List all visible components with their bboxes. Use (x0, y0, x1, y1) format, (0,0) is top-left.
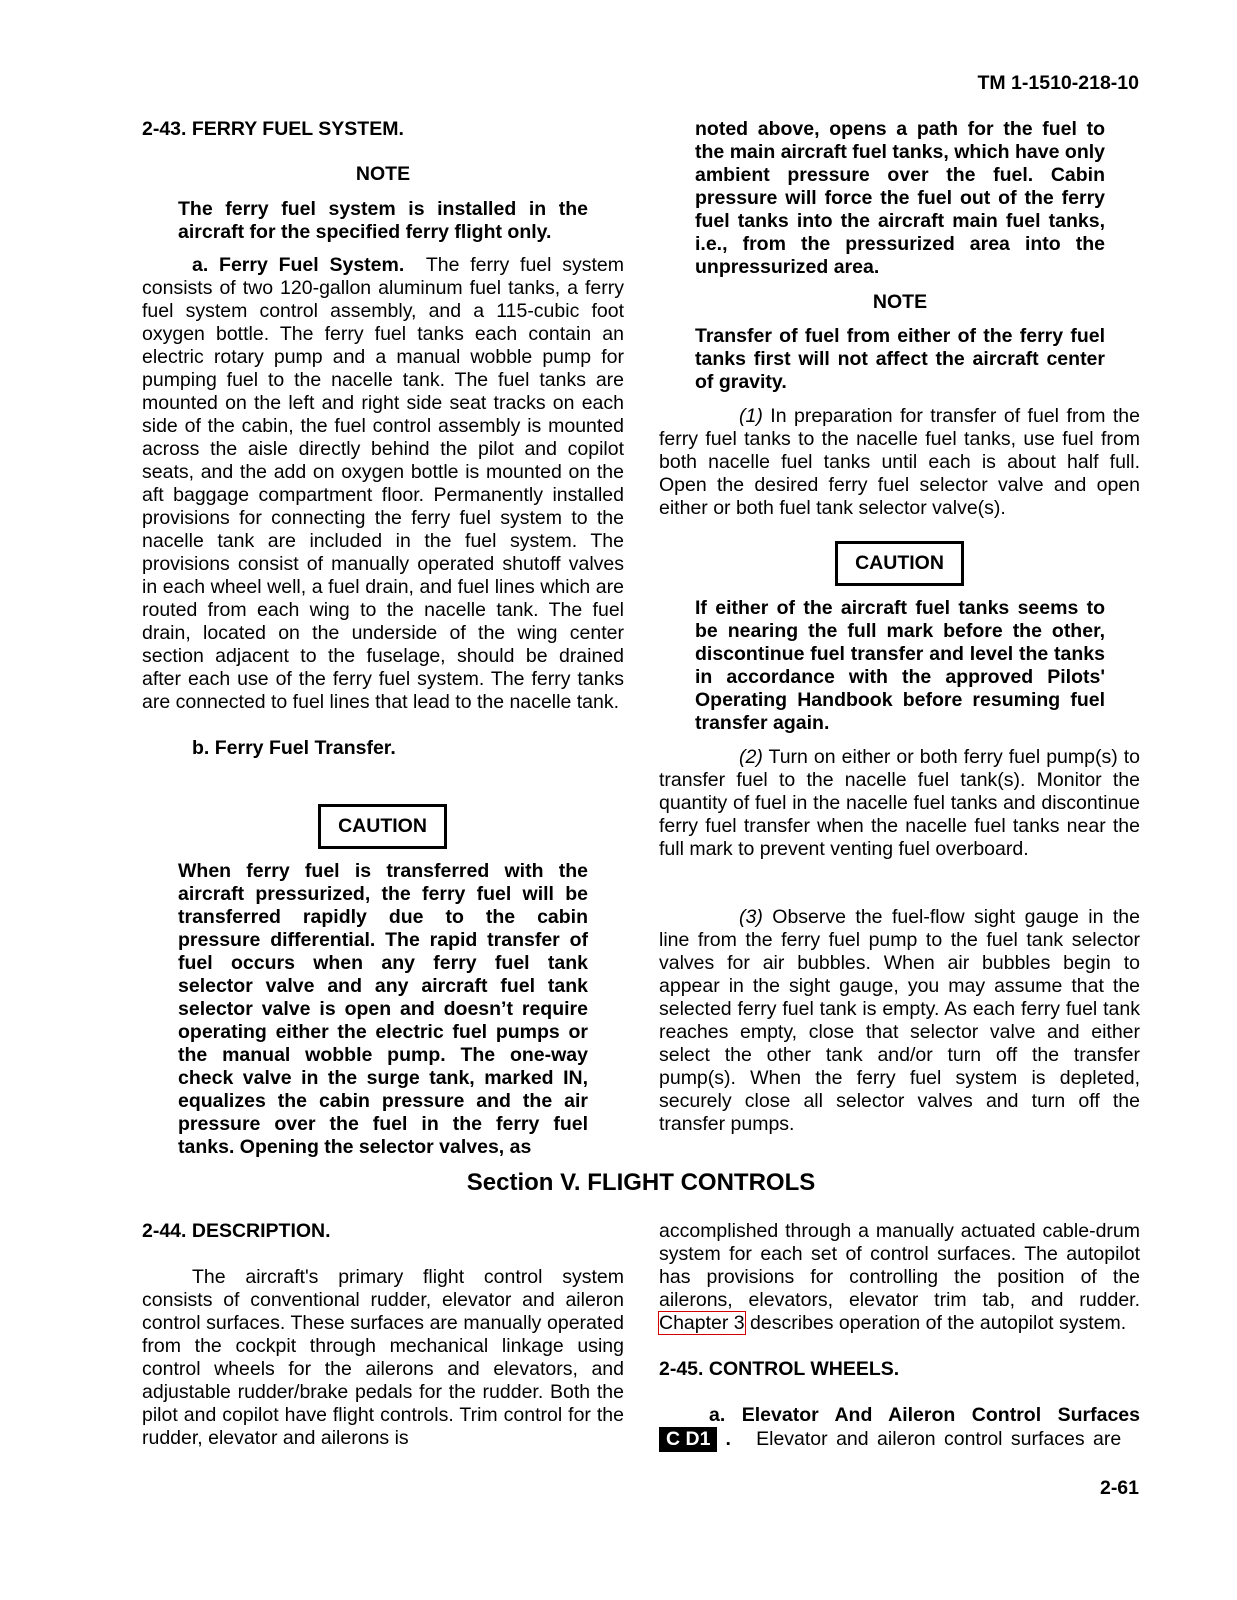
para-label: a. Ferry Fuel System. (192, 254, 405, 276)
step-number: (2) (739, 746, 763, 768)
left-column (142, 118, 624, 760)
step-body: In preparation for transfer of fuel from the ferry fuel tanks to the nacelle fuel tanks, use fuel from both nacelle fuel tanks until each is about half full. Open the desired ferry fuel selector valve and open either or both fuel tank selector valve(s). (659, 405, 1140, 519)
para-elevator-aileron (659, 1427, 1140, 1452)
note-text: The ferry fuel system is installed in the aircraft for the specified ferry flight only. (178, 198, 588, 243)
note-title: NOTE (355, 163, 411, 185)
caution-text-continued: noted above, opens a path for the fuel to the main aircraft fuel tanks, which have only ambient pressure over the fuel. Cabin pressure will force the fuel out of the ferry fuel tanks into the aircraft main fuel tanks, i.e., from the pressurized area into the unpressurized area. (695, 118, 1105, 278)
section-title: Section V. FLIGHT CONTROLS (466, 1169, 816, 1196)
page-number: 2-61 (1099, 1477, 1139, 1499)
note-text: Transfer of fuel from either of the ferry fuel tanks first will not affect the aircraft center of gravity. (695, 325, 1105, 393)
step-number: (3) (739, 906, 763, 928)
change-marker: C D1 (659, 1427, 717, 1452)
para-punct: . (725, 1428, 731, 1450)
step-3 (659, 906, 1140, 1136)
step-body: Turn on either or both ferry fuel pump(s) to transfer fuel to the nacelle fuel tank(s). Monitor the quantity of fuel in the nacelle fuel tanks and discontinue ferry fuel transfer when the nacelle fuel tanks near the full mark to prevent venting fuel overboard. (659, 746, 1140, 860)
caution-text: If either of the aircraft fuel tanks seems to be nearing the full mark before the other, discontinue fuel transfer and level the tanks in accordance with the approved Pilots' Operating Handbook before resuming fuel transfer again. (695, 597, 1105, 734)
step-1 (659, 405, 1140, 520)
step-body: Observe the fuel-flow sight gauge in the line from the ferry fuel pump to the fuel tank selector valves for air bubbles. When air bubbles begin to appear in the sight gauge, you may assume that the selected ferry fuel tank is empty. As each ferry fuel tank reaches empty, close that selector valve and either select the other tank and/or turn off the transfer pump(s). When the ferry fuel system is depleted, securely close all selector valves and turn off the transfer pumps. (659, 906, 1140, 1135)
caution-box: CAUTION (318, 804, 447, 849)
step-number: (1) (739, 405, 763, 427)
para-body-visible: Elevator and aileron control surfaces are (730, 1428, 1122, 1450)
chapter-3-link[interactable]: Chapter 3 (659, 1312, 745, 1334)
heading-2-44: 2-44. DESCRIPTION. (142, 1220, 331, 1242)
note-title: NOTE (872, 291, 928, 313)
para-ferry-fuel-transfer-label: b. Ferry Fuel Transfer. (192, 737, 396, 759)
description-text: The aircraft's primary flight control system consists of conventional rudder, elevator and aileron control surfaces. These surfaces are manually operated from the cockpit through mechanical linkage using control wheels for the ailerons and elevators, and adjustable rudder/brake pedals for the rudder. Both the pilot and copilot have flight controls. Trim control for the rudder, elevator and ailerons is (142, 1266, 624, 1449)
para-ferry-fuel-system (142, 254, 624, 714)
step-2 (659, 746, 1140, 861)
description-body: accomplished through a manually actuated cable-drum system for each set of control surfaces. The autopilot has provisions for controlling the position of the ailerons, elevators, elevator trim tab, and rudder. (659, 1220, 1140, 1311)
caution-box: CAUTION (835, 541, 964, 586)
lower-left-column (142, 1220, 624, 1450)
right-column-caution-cont (695, 118, 1105, 394)
para-elevator-aileron-label: a. Elevator And Aileron Control Surfaces (709, 1404, 1140, 1426)
description-continued (659, 1220, 1140, 1335)
lower-right-column (659, 1220, 1140, 1452)
description-body-end: describes operation of the autopilot system. (744, 1312, 1127, 1334)
heading-2-43: 2-43. FERRY FUEL SYSTEM. (142, 118, 404, 140)
para-body: The ferry fuel system consists of two 120-gallon aluminum fuel tanks, a ferry fuel system control assembly, and a 115-cubic foot oxygen bottle. The ferry fuel tanks each contain an electric rotary pump and a manual wobble pump for pumping fuel to the nacelle tank. The fuel tanks are mounted on the left and right side seat tracks on each side of the cabin, the fuel control assembly is mounted across the aisle directly behind the pilot and copilot seats, and the add on oxygen bottle is mounted on the aft baggage compartment floor. Permanently installed provisions for connecting the ferry fuel system to the nacelle tank are included in the fuel system. The provisions consist of manually operated shutoff valves in each wheel well, a fuel drain, and fuel lines which are routed from each wing to the nacelle tank. The fuel drain, located on the underside of the wing center section adjacent to the fuselage, should be drained after each use of the ferry fuel system. The ferry tanks are connected to fuel lines that lead to the nacelle tank. (142, 254, 625, 713)
document-id: TM 1-1510-218-10 (977, 72, 1139, 94)
heading-2-45: 2-45. CONTROL WHEELS. (659, 1358, 900, 1380)
caution-text: When ferry fuel is transferred with the aircraft pressurized, the ferry fuel will be transferred rapidly due to the cabin pressure differential. The rapid transfer of fuel occurs when any ferry fuel tank selector valve and any aircraft fuel tank selector valve is open and doesn’t require operating either the electric fuel pumps or the manual wobble pump. The one-way check valve in the surge tank, marked IN, equalizes the cabin pressure and the air pressure over the fuel in the ferry fuel tanks. Opening the selector valves, as (178, 860, 588, 1158)
